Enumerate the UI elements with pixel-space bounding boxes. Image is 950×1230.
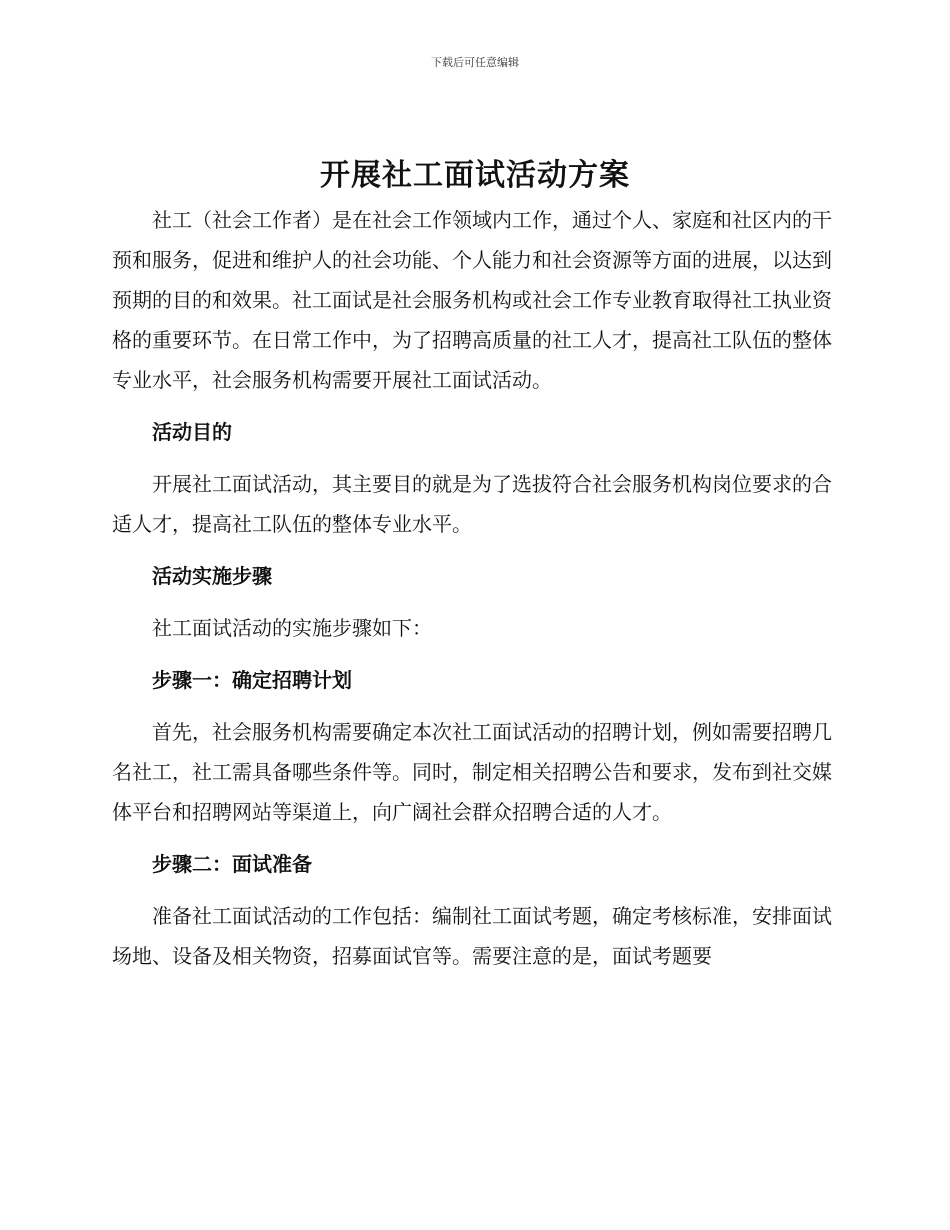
intro-paragraph: 社工（社会工作者）是在社会工作领域内工作，通过个人、家庭和社区内的干预和服务，促进和维护人的社会功能、个人能力和社会资源等方面的进展，以达到预期的目的和效果。社工面试是社会服务机构或社会工作专业教育取得社工执业资格的重要环节。在日常工作中，为了招聘高质量的社工人才，提高社工队伍的整体专业水平，社会服务机构需要开展社工面试活动。	[112, 208, 832, 392]
header-note: 下载后可任意编辑	[431, 56, 519, 69]
purpose-paragraph: 开展社工面试活动，其主要目的就是为了选拔符合社会服务机构岗位要求的合适人才，提高社工队伍的整体专业水平。	[112, 472, 832, 536]
step2-heading: 步骤二：面试准备	[152, 852, 312, 876]
section-heading-steps: 活动实施步骤	[152, 564, 272, 588]
document-body	[112, 200, 832, 988]
step2-paragraph: 准备社工面试活动的工作包括：编制社工面试考题，确定考核标准，安排面试场地、设备及相关物资，招募面试官等。需要注意的是，面试考题要	[112, 904, 832, 968]
step1-heading: 步骤一：确定招聘计划	[152, 668, 352, 692]
section-heading-purpose: 活动目的	[152, 420, 232, 444]
step1-paragraph: 首先，社会服务机构需要确定本次社工面试活动的招聘计划，例如需要招聘几名社工，社工需具备哪些条件等。同时，制定相关招聘公告和要求，发布到社交媒体平台和招聘网站等渠道上，向广阔社会群众招聘合适的人才。	[112, 720, 832, 824]
document-title: 开展社工面试活动方案	[320, 158, 630, 193]
steps-intro-paragraph: 社工面试活动的实施步骤如下：	[152, 616, 432, 640]
